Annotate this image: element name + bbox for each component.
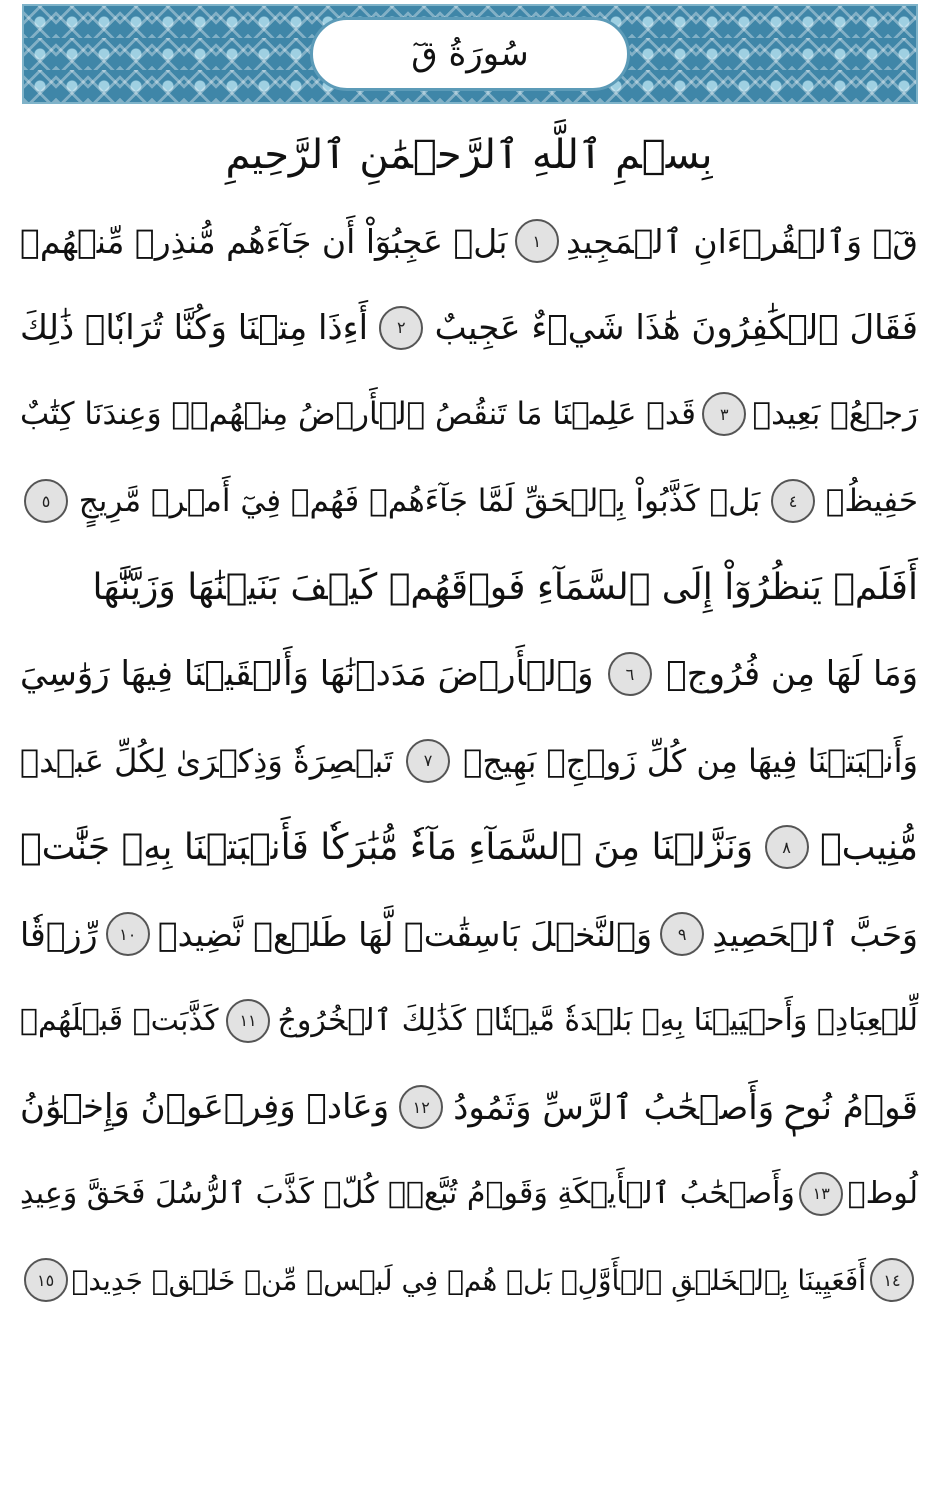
surah-title-cartouche — [310, 17, 630, 91]
line-text: وَعَادٞ وَفِرۡعَوۡنُ وَإِخۡوَٰنُ — [20, 1087, 390, 1128]
basmala: بِسۡمِ ٱللَّهِ ٱلرَّحۡمَٰنِ ٱلرَّحِيمِ — [225, 132, 713, 178]
line-text: أَفَعَيِينَا بِٱلۡخَلۡقِ ٱلۡأَوَّلِۚ بَلۡ هُمۡ فِي لَبۡسٖ مِّنۡ خَلۡقٖ جَدِيدٖ — [71, 1263, 866, 1297]
line-text: مُّنِيبٖ — [820, 826, 918, 868]
text-line — [20, 718, 918, 805]
text-line — [20, 804, 918, 891]
line-text: وَأَصۡحَٰبُ ٱلۡأَيۡكَةِ وَقَوۡمُ تُبَّعٖۚ كُلّٞ كَذَّبَ ٱلرُّسُلَ فَحَقَّ وَعِيدِ — [20, 1176, 795, 1212]
line-text: وَأَنۢبَتۡنَا فِيهَا مِن كُلِّ زَوۡجِۢ بَهِيجٖ — [463, 741, 918, 780]
verse-end-marker: ٢ — [379, 306, 423, 350]
text-line — [20, 1237, 918, 1324]
line-text: وَٱلنَّخۡلَ بَاسِقَٰتٖ لَّهَا طَلۡعٞ نَّضِيدٞ — [157, 914, 653, 954]
verse-end-marker: ٨ — [765, 825, 809, 869]
verse-end-marker: ٦ — [608, 652, 652, 696]
line-text: أَفَلَمۡ يَنظُرُوٓاْ إِلَى ٱلسَّمَآءِ فَوۡقَهُمۡ كَيۡفَ بَنَيۡنَٰهَا وَزَيَّنَّٰهَا — [92, 567, 918, 609]
text-line — [20, 371, 918, 458]
verse-end-marker: ١٠ — [106, 912, 150, 956]
line-text: وَمَا لَهَا مِن فُرُوجٖ — [666, 654, 918, 695]
text-line — [20, 198, 918, 285]
line-text: أَءِذَا مِتۡنَا وَكُنَّا تُرَابٗاۖ ذَٰلِكَ — [20, 307, 369, 348]
text-line — [20, 891, 918, 978]
line-text: بَلۡ كَذَّبُواْ بِٱلۡحَقِّ لَمَّا جَآءَهُمۡ فَهُمۡ فِيٓ أَمۡرٖ مَّرِيجٍ — [78, 483, 761, 520]
line-text: بَلۡ عَجِبُوٓاْ أَن جَآءَهُم مُّنذِرٞ مِّنۡهُمۡ — [20, 221, 508, 261]
line-text: وَنَزَّلۡنَا مِنَ ٱلسَّمَآءِ مَآءٗ مُّبَٰرَكٗا فَأَنۢبَتۡنَا بِهِۦ جَنَّٰتٖ — [20, 826, 754, 868]
verse-end-marker: ١١ — [226, 999, 270, 1043]
line-text: رِّزۡقٗا — [20, 914, 98, 954]
text-line — [20, 1151, 918, 1238]
text-line — [20, 631, 918, 718]
verse-end-marker: ١ — [515, 219, 559, 263]
line-text: وَٱلۡأَرۡضَ مَدَدۡنَٰهَا وَأَلۡقَيۡنَا فِيهَا رَوَٰسِيَ — [20, 654, 594, 695]
verse-end-marker: ٧ — [406, 739, 450, 783]
line-text: كَذَّبَتۡ قَبۡلَهُمۡ — [20, 1003, 219, 1039]
line-text: قَدۡ عَلِمۡنَا مَا تَنقُصُ ٱلۡأَرۡضُ مِنۡهُمۡۖ وَعِندَنَا كِتَٰبٌ — [20, 396, 697, 433]
verse-end-marker: ١٤ — [870, 1258, 914, 1302]
text-line — [20, 977, 918, 1064]
verse-end-marker: ٤ — [771, 479, 815, 523]
line-text: رَجۡعُۢ بَعِيدٞ — [752, 396, 918, 433]
text-line — [20, 458, 918, 545]
text-line — [20, 544, 918, 631]
surah-header-banner — [22, 4, 918, 104]
line-text: فَقَالَ ٱلۡكَٰفِرُونَ هَٰذَا شَيۡءٌ عَجِيبٌ — [434, 307, 918, 348]
text-line — [20, 1064, 918, 1151]
verse-end-marker: ١٥ — [24, 1258, 68, 1302]
verse-end-marker: ٥ — [24, 479, 68, 523]
line-text: حَفِيظُۢ — [825, 483, 918, 520]
line-text: وَحَبَّ ٱلۡحَصِيدِ — [712, 914, 918, 954]
verse-end-marker: ٩ — [660, 912, 704, 956]
verse-end-marker: ١٣ — [799, 1172, 843, 1216]
line-text: تَبۡصِرَةٗ وَذِكۡرَىٰ لِكُلِّ عَبۡدٖ — [20, 741, 393, 780]
quran-text-block — [20, 198, 918, 1324]
text-line — [20, 285, 918, 372]
line-text: لُوطٖ — [847, 1176, 918, 1212]
surah-title: سُورَةُ قٓ — [411, 34, 529, 74]
verse-end-marker: ١٢ — [399, 1085, 443, 1129]
line-text: قَوۡمُ نُوحٖ وَأَصۡحَٰبُ ٱلرَّسِّ وَثَمُودُ — [453, 1087, 918, 1128]
line-text: قٓۚ وَٱلۡقُرۡءَانِ ٱلۡمَجِيدِ — [566, 221, 918, 261]
line-text: لِّلۡعِبَادِۖ وَأَحۡيَيۡنَا بِهِۦ بَلۡدَةٗ مَّيۡتٗاۚ كَذَٰلِكَ ٱلۡخُرُوجُ — [277, 1003, 918, 1039]
verse-end-marker: ٣ — [702, 392, 746, 436]
